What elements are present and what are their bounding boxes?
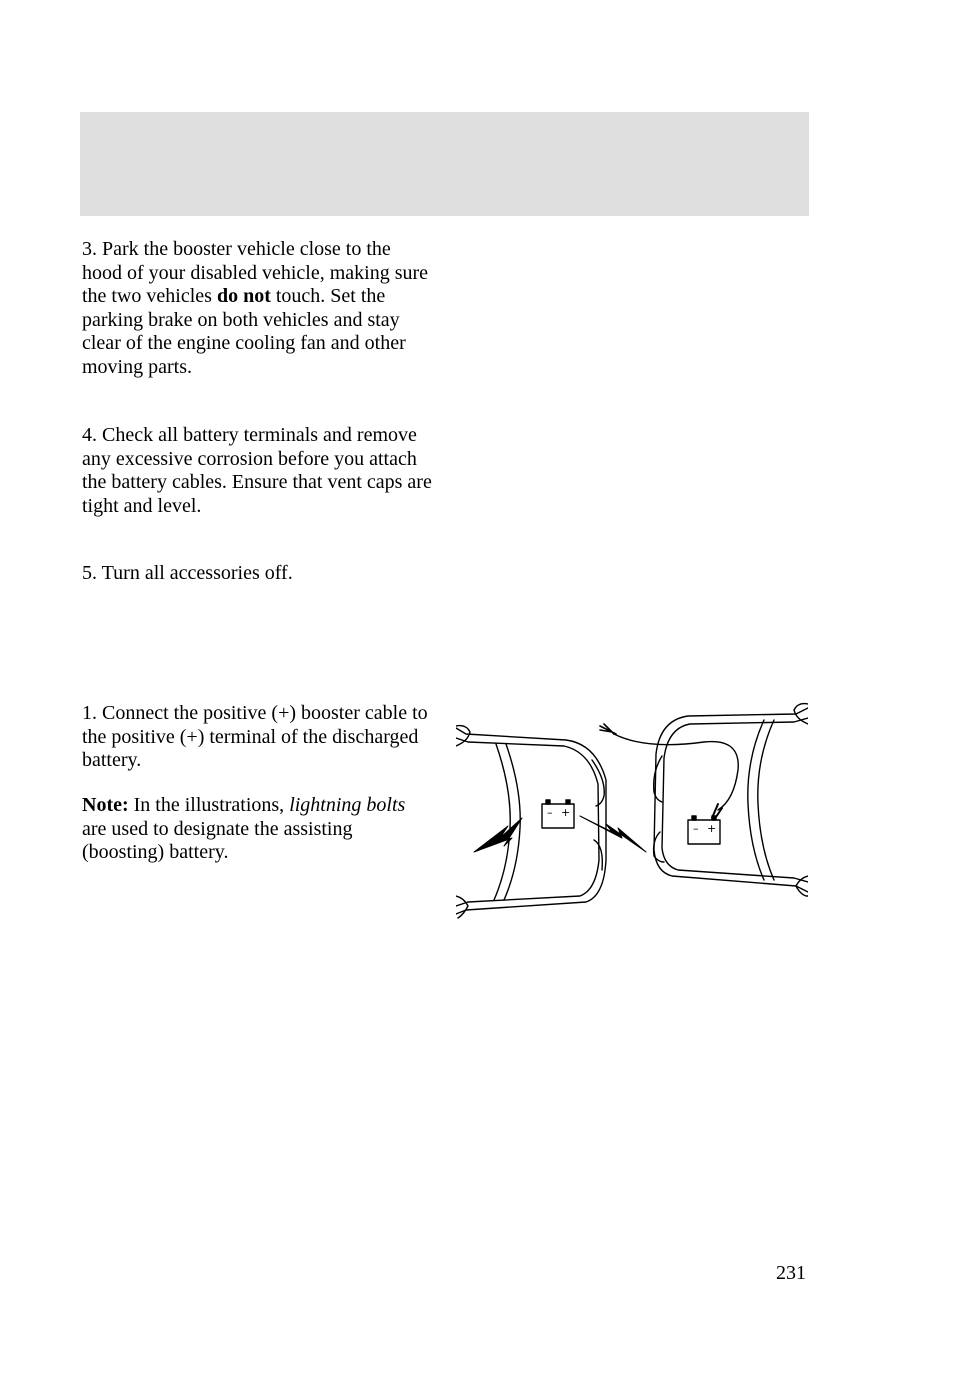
header-band (80, 112, 809, 216)
cable-clamp-loose (600, 724, 616, 734)
right-battery-minus: – (693, 822, 699, 835)
note-label: Note: (82, 794, 129, 816)
right-vehicle (654, 704, 808, 896)
lightning-bolt-right-icon (580, 816, 646, 852)
left-vehicle (456, 726, 606, 918)
step-5-paragraph: 5. Turn all accessories off. (82, 562, 293, 584)
emphasis-do-not: do not (216, 285, 271, 308)
left-battery (542, 800, 574, 828)
lightning-bolt-left-icon (474, 818, 522, 852)
left-battery-minus: – (547, 806, 553, 819)
jump-start-illustration (456, 700, 808, 922)
note-paragraph: Note: In the illustrations, lightning bolts are used to designate the assisting (boosting) battery. (82, 794, 406, 864)
left-battery-plus: + (561, 806, 571, 819)
step-4-paragraph: 4. Check all battery terminals and remove any excessive corrosion before you attach the battery cables. Ensure that vent caps are tight and level. (82, 424, 432, 517)
note-italic: lightning bolts (289, 794, 406, 816)
right-battery-plus: + (707, 822, 717, 835)
step-3-paragraph: 3. Park the booster vehicle close to the hood of your disabled vehicle, making sure the two vehicles do not touch. Set the parking brake on both vehicles and stay clear of the engine cooling fan and other moving parts. (82, 238, 429, 378)
page-number: 231 (776, 1262, 806, 1284)
booster-cable (614, 734, 738, 810)
connect-step-1-paragraph: 1. Connect the positive (+) booster cable to the positive (+) terminal of the discharged battery. (82, 702, 428, 772)
right-battery (688, 816, 720, 844)
